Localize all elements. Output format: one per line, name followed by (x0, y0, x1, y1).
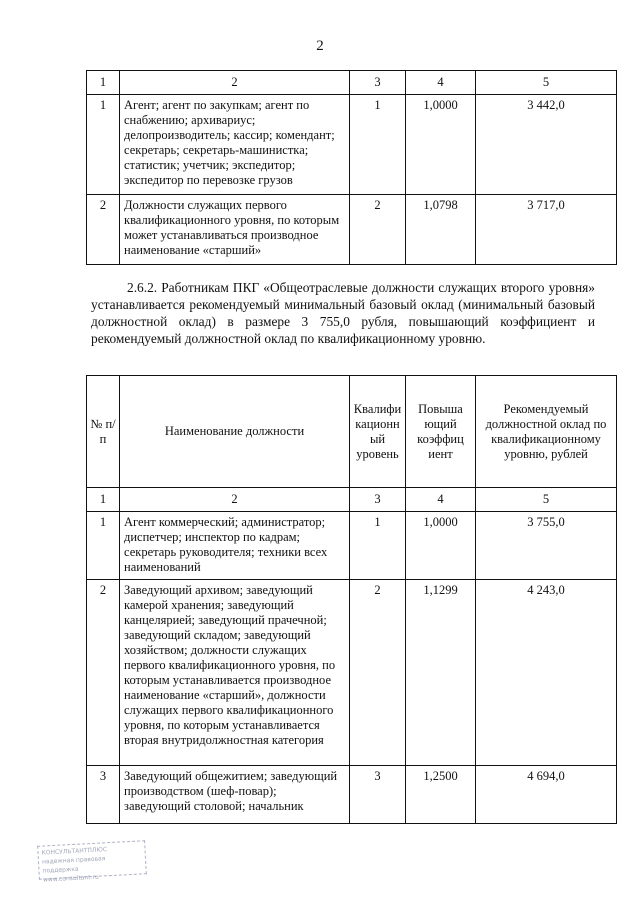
page-number: 2 (316, 38, 324, 54)
row-number: 1 (87, 512, 120, 580)
row-number: 3 (87, 766, 120, 824)
qualification-level: 1 (350, 512, 406, 580)
salary: 3 755,0 (476, 512, 617, 580)
header-qualification-level: Квалифи кационн ый уровень (350, 376, 406, 488)
col-num-1: 1 (87, 488, 120, 512)
table-row (87, 580, 617, 766)
col-num-3: 3 (350, 488, 406, 512)
table-row (87, 195, 617, 265)
position-title: Агент; агент по закупкам; агент по снабжению; архивариус; делопроизводитель; кассир; комендант; секретарь; секретарь-машинистка; статистик; учетчик; экспедитор; экспедитор по перевозке грузов (120, 95, 350, 195)
position-title: Должности служащих первого квалификационного уровня, по которым может устанавливаться производное наименование «старший» (120, 195, 350, 265)
col-num-5: 5 (476, 71, 617, 95)
header-number: № п/п (87, 376, 120, 488)
col-num-5: 5 (476, 488, 617, 512)
table-header-row (87, 376, 617, 488)
position-title: Заведующий архивом; заведующий камерой хранения; заведующий канцелярией; заведующий прачечной; заведующий складом; заведующий хозяйством; должности служащих первого квалификационного уровня, по которым устанавливается производное наименование «старший», должности служащих первого квалификационного уровня, по которым устанавливается вторая внутридолжностная категория (120, 580, 350, 766)
qualification-level: 2 (350, 195, 406, 265)
row-number: 1 (87, 95, 120, 195)
col-num-2: 2 (120, 488, 350, 512)
salary: 3 442,0 (476, 95, 617, 195)
col-num-4: 4 (406, 488, 476, 512)
coefficient: 1,0000 (406, 512, 476, 580)
col-num-1: 1 (87, 71, 120, 95)
col-num-4: 4 (406, 71, 476, 95)
qualification-level: 1 (350, 95, 406, 195)
column-number-row (87, 71, 617, 95)
salary: 3 717,0 (476, 195, 617, 265)
salary: 4 243,0 (476, 580, 617, 766)
coefficient: 1,0000 (406, 95, 476, 195)
header-coefficient: Повыша ющий коэффиц иент (406, 376, 476, 488)
position-title: Заведующий общежитием; заведующий производством (шеф-повар); заведующий столовой; начальник (120, 766, 350, 824)
stamp-line: www.consultant.ru (42, 873, 99, 884)
section-2-6-2-paragraph: 2.6.2. Работникам ПКГ «Общеотраслевые должности служащих второго уровня» устанавливается рекомендуемый минимальный базовый оклад (минимальный базовый должностной оклад) в размере 3 755,0 рубля, повышающий коэффициент и рекомендуемый должностной оклад по квалификационному уровню. (91, 280, 595, 346)
consultant-watermark-stamp (37, 840, 147, 884)
qualification-level: 2 (350, 580, 406, 766)
position-title: Агент коммерческий; администратор; диспетчер; инспектор по кадрам; секретарь руководителя; техники всех наименований (120, 512, 350, 580)
salary-table-first-level (86, 70, 617, 265)
column-number-row (87, 488, 617, 512)
coefficient: 1,1299 (406, 580, 476, 766)
row-number: 2 (87, 195, 120, 265)
salary: 4 694,0 (476, 766, 617, 824)
col-num-2: 2 (120, 71, 350, 95)
header-position-title: Наименование должности (120, 376, 350, 488)
table-row (87, 766, 617, 824)
coefficient: 1,0798 (406, 195, 476, 265)
table-row (87, 512, 617, 580)
col-num-3: 3 (350, 71, 406, 95)
stamp-line: надежная правовая поддержка (41, 855, 106, 875)
salary-table-second-level (86, 375, 617, 824)
table-row (87, 95, 617, 195)
row-number: 2 (87, 580, 120, 766)
coefficient: 1,2500 (406, 766, 476, 824)
qualification-level: 3 (350, 766, 406, 824)
header-salary: Рекомендуемый должностной оклад по квалификационному уровню, рублей (476, 376, 617, 488)
stamp-line: КОНСУЛЬТАНТПЛЮС (41, 846, 108, 857)
